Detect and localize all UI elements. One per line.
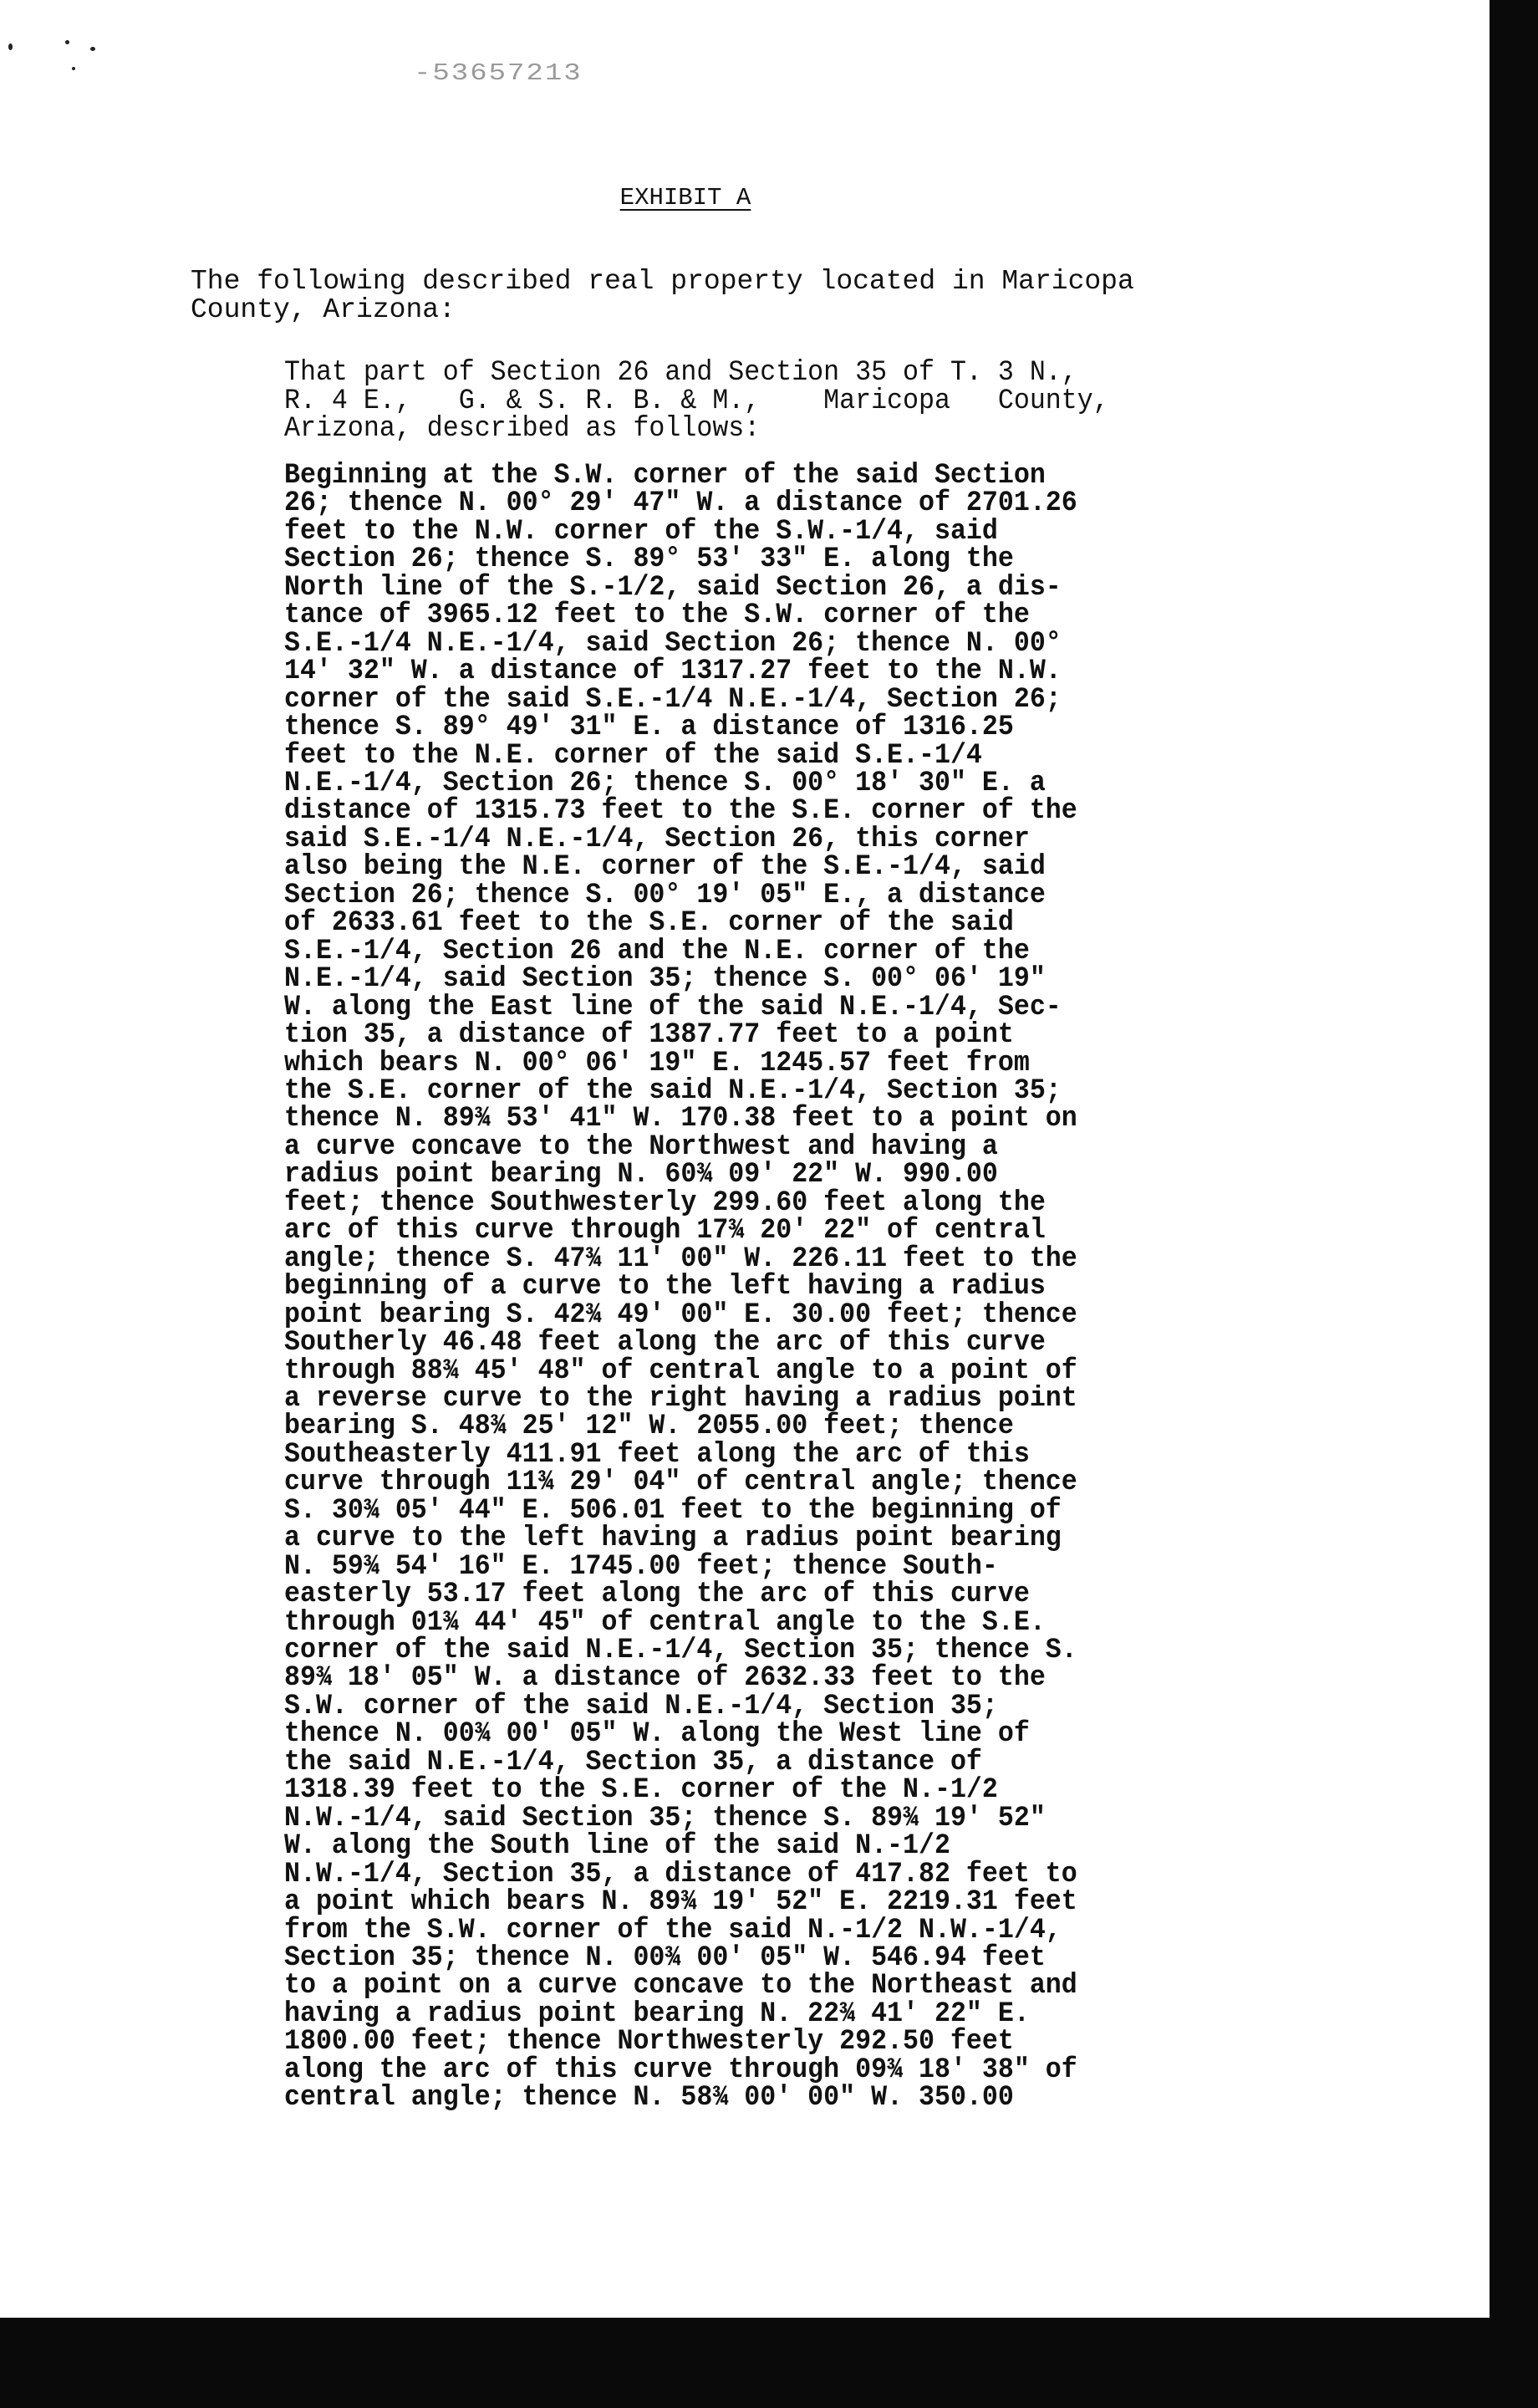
description-line: distance of 1315.73 feet to the S.E. corner of the xyxy=(284,795,1077,828)
description-line: corner of the said N.E.-1/4, Section 35; thence S. xyxy=(284,1635,1077,1667)
description-line: feet to the N.W. corner of the S.W.-1/4, said xyxy=(284,515,998,548)
description-line: a reverse curve to the right having a radius point xyxy=(284,1382,1077,1415)
description-line: also being the N.E. corner of the S.E.-1/4, said xyxy=(284,851,1046,884)
description-line: point bearing S. 42¾ 49' 00" E. 30.00 feet; thence xyxy=(284,1298,1077,1331)
description-line: Section 26; thence S. 89° 53' 33" E. along the xyxy=(284,543,1014,576)
description-line: 1318.39 feet to the S.E. corner of the N.-1/2 xyxy=(284,1774,998,1807)
description-line: a point which bears N. 89¾ 19' 52" E. 2219.31 feet xyxy=(284,1886,1077,1919)
description-line: thence N. 00¾ 00' 05" W. along the West line of xyxy=(284,1718,1030,1751)
description-line: having a radius point bearing N. 22¾ 41' 22" E. xyxy=(284,1997,1030,2030)
description-line: corner of the said S.E.-1/4 N.E.-1/4, Section 26; xyxy=(284,683,1062,716)
description-line: a curve concave to the Northwest and having a xyxy=(284,1130,998,1163)
description-line: S.E.-1/4, Section 26 and the N.E. corner of the xyxy=(284,935,1030,967)
description-line: central angle; thence N. 58¾ 00' 00" W. 350.00 xyxy=(284,2082,1014,2115)
description-line: Southeasterly 411.91 feet along the arc of this xyxy=(284,1438,1030,1471)
property-summary-paragraph xyxy=(284,357,1139,445)
exhibit-title: EXHIBIT A xyxy=(619,184,751,212)
description-line: N. 59¾ 54' 16" E. 1745.00 feet; thence South- xyxy=(284,1550,998,1583)
description-line: 14' 32" W. a distance of 1317.27 feet to the N.W. xyxy=(284,656,1062,688)
description-line: bearing S. 48¾ 25' 12" W. 2055.00 feet; thence xyxy=(284,1411,1014,1443)
description-line: Southerly 46.48 feet along the arc of this curve xyxy=(284,1327,1046,1360)
description-line: beginning of a curve to the left having a radius xyxy=(284,1271,1046,1303)
description-line: easterly 53.17 feet along the arc of this curve xyxy=(284,1579,1030,1611)
description-line: N.E.-1/4, said Section 35; thence S. 00° 06' 19" xyxy=(284,963,1046,996)
description-line: arc of this curve through 17¾ 20' 22" of central xyxy=(284,1215,1046,1247)
description-line: Section 35; thence N. 00¾ 00' 05" W. 546.94 feet xyxy=(284,1942,1046,1975)
description-line: the S.E. corner of the said N.E.-1/4, Section 35; xyxy=(284,1074,1062,1107)
description-line: N.W.-1/4, said Section 35; thence S. 89¾ 19' 52" xyxy=(284,1802,1046,1834)
description-line: W. along the East line of the said N.E.-1/4, Sec- xyxy=(284,991,1062,1023)
legal-description-paragraph xyxy=(284,462,1139,2113)
intro-line: County, Arizona: xyxy=(191,294,456,325)
description-line: through 88¾ 45' 48" of central angle to a point of xyxy=(284,1354,1077,1387)
intro-line: The following described real property located in Maricopa xyxy=(191,266,1134,297)
description-line: N.W.-1/4, Section 35, a distance of 417.82 feet to xyxy=(284,1858,1077,1890)
description-line: radius point bearing N. 60¾ 09' 22" W. 990.00 xyxy=(284,1159,998,1191)
description-line: S.E.-1/4 N.E.-1/4, said Section 26; thence N. 00° xyxy=(284,627,1062,660)
description-line: a curve to the left having a radius point bearing xyxy=(284,1523,1062,1555)
scan-speck xyxy=(72,67,75,70)
summary-line: Arizona, described as follows: xyxy=(284,413,761,445)
description-line: W. along the South line of the said N.-1/2 xyxy=(284,1830,950,1863)
description-line: said S.E.-1/4 N.E.-1/4, Section 26, this corner xyxy=(284,823,1030,855)
description-line: feet; thence Southwesterly 299.60 feet along the xyxy=(284,1186,1046,1219)
scan-speck xyxy=(90,47,95,51)
description-line: from the S.W. corner of the said N.-1/2 N.W.-1/4, xyxy=(284,1914,1062,1946)
scan-border-right xyxy=(1490,0,1538,2408)
description-line: to a point on a curve concave to the Northeast and xyxy=(284,1970,1077,2002)
description-line: feet to the N.E. corner of the said S.E.-1/4 xyxy=(284,739,982,772)
summary-line: R. 4 E., G. & S. R. B. & M., Maricopa County, xyxy=(284,385,1109,417)
scan-border-bottom xyxy=(0,2318,1538,2408)
description-line: angle; thence S. 47¾ 11' 00" W. 226.11 feet to the xyxy=(284,1242,1077,1275)
description-line: through 01¾ 44' 45" of central angle to the S.E. xyxy=(284,1606,1046,1639)
description-line: thence S. 89° 49' 31" E. a distance of 1316.25 xyxy=(284,712,1014,744)
description-line: Section 26; thence S. 00° 19' 05" E., a distance xyxy=(284,879,1046,911)
description-line: the said N.E.-1/4, Section 35, a distance of xyxy=(284,1746,982,1778)
description-line: 89¾ 18' 05" W. a distance of 2632.33 feet to the xyxy=(284,1662,1046,1695)
description-line: 26; thence N. 00° 29' 47" W. a distance of 2701.26 xyxy=(284,487,1077,520)
description-line: curve through 11¾ 29' 04" of central angle; thence xyxy=(284,1467,1077,1499)
scan-speck xyxy=(8,43,13,50)
description-line: North line of the S.-1/2, said Section 26, a dis- xyxy=(284,571,1062,604)
intro-text xyxy=(191,268,1294,324)
description-line: of 2633.61 feet to the S.E. corner of the said xyxy=(284,907,1014,940)
summary-line: That part of Section 26 and Section 35 of T. 3 N., xyxy=(284,357,1077,389)
description-line: S. 30¾ 05' 44" E. 506.01 feet to the beginning of xyxy=(284,1494,1062,1527)
description-line: 1800.00 feet; thence Northwesterly 292.50 feet xyxy=(284,2026,1014,2059)
description-line: S.W. corner of the said N.E.-1/4, Section 35; xyxy=(284,1690,998,1722)
description-line: which bears N. 00° 06' 19" E. 1245.57 feet from xyxy=(284,1047,1030,1079)
scan-speck xyxy=(65,40,69,44)
description-line: N.E.-1/4, Section 26; thence S. 00° 18' 30" E. a xyxy=(284,767,1046,799)
description-line: along the arc of this curve through 09¾ 18' 38" of xyxy=(284,2053,1077,2086)
description-line: Beginning at the S.W. corner of the said Section xyxy=(284,460,1046,492)
description-line: thence N. 89¾ 53' 41" W. 170.38 feet to a point on xyxy=(284,1103,1077,1135)
description-line: tion 35, a distance of 1387.77 feet to a point xyxy=(284,1019,1014,1052)
description-line: tance of 3965.12 feet to the S.W. corner of the xyxy=(284,599,1030,632)
document-stamp-number: -53657213 xyxy=(414,60,583,88)
